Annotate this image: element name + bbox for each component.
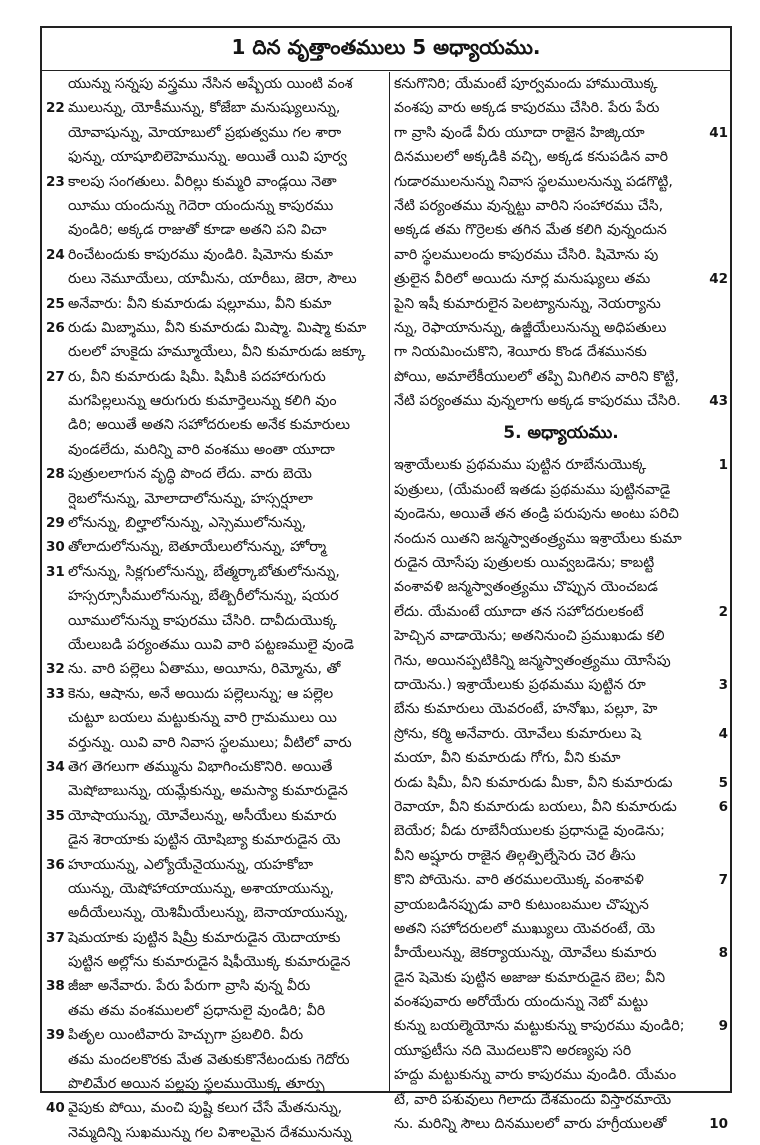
- text-line: [46, 511, 386, 535]
- bible-page: [40, 26, 732, 1141]
- verse-number: 37: [46, 929, 65, 946]
- line-text: లోనున్ను, బిల్హాలోనున్ను, ఎస్సెములోనున్ను,: [68, 515, 307, 532]
- line-text: వుండెను, అయితే తన తండ్రి పరుపును అంటు పరిచి: [394, 506, 679, 523]
- verse-number: 28: [46, 466, 65, 483]
- line-text: గా వ్రాసి వుండే వీరు యూదా రాజైన హిజ్కియా: [394, 124, 645, 141]
- text-line: [394, 795, 728, 819]
- line-text: వ్రాయబడినప్పుడు వారి కుటుంబముల చొప్పున: [394, 896, 649, 913]
- text-line: [46, 584, 386, 608]
- chapter-heading: 5. అధ్యాయము.: [503, 423, 619, 444]
- verse-number: 1: [718, 457, 728, 474]
- line-text: లోనున్ను, సిక్లగులోనున్ను, బేత్మర్కాబోతులోనున్ను,: [68, 563, 340, 580]
- verse-number: 6: [718, 798, 728, 815]
- text-line: [394, 292, 728, 316]
- line-text: గుడారములనున్ను నివాస స్థలములనున్ను పడగొట్టి,: [394, 173, 673, 190]
- verse-number: 30: [46, 539, 65, 556]
- text-line: [46, 121, 386, 145]
- line-text: తమ తమ వంశములలో ప్రధానులై వుండిరి; వీరి: [68, 1002, 326, 1019]
- line-text: యున్ను, యెషోహాయాయున్ను, అశాయాయున్ను,: [68, 880, 335, 897]
- verse-number: 24: [46, 246, 65, 263]
- text-line: [394, 624, 728, 648]
- line-text: యీము యందున్ను గెదెరా యందున్ను కాపురము: [68, 197, 334, 214]
- text-line: [394, 819, 728, 843]
- line-text: రుడు మిబ్శాము, వీని కుమారుడు మిష్మా. మిష్మా కుమా: [68, 319, 367, 336]
- line-text: కున్ను బయల్మెయోను మట్టుకున్ను కాపురము వుండిరి;: [394, 1018, 685, 1035]
- line-text: హెచ్చిన వాడాయెను; అతనినుంచి ప్రముఖుడు కలి: [394, 628, 665, 645]
- line-text: పుత్రులు, (యేమంటే ఇతడు ప్రథమము పుట్టినవాడై: [394, 481, 671, 498]
- text-line: [46, 1121, 386, 1145]
- text-line: [394, 575, 728, 599]
- line-text: వర్తున్ను. యివి వారి నివాస స్థలములు; వీటిలో వారు: [68, 734, 352, 751]
- text-line: [394, 1112, 728, 1136]
- line-text: దినములలో అక్కడికి వచ్చి, అక్కడ కనుపడిన వారి: [394, 149, 668, 166]
- line-text: పొలిమేర అయిన పల్లపు స్థలముయొక్క తూర్పు: [68, 1076, 325, 1093]
- text-line: [394, 316, 728, 340]
- text-line: [46, 413, 386, 437]
- line-text: వారి స్థలములందు కాపురము చేసిరి. షిమోను పు: [394, 246, 659, 263]
- line-text: మెషోబాబున్ను, యమ్లేకున్ను, అమస్యా కుమారుడైన: [68, 783, 348, 800]
- text-line: [394, 267, 728, 291]
- verse-number: 26: [46, 319, 65, 336]
- text-line: [394, 1039, 728, 1063]
- text-line: [46, 438, 386, 462]
- text-line: [394, 771, 728, 795]
- line-text: అక్కడ తమ గొర్రెలకు తగిన మేత కలిగి వున్నందున: [394, 222, 667, 239]
- text-line: [46, 365, 386, 389]
- line-text: యున్ను సన్నపు వస్త్రము నేసిన అష్బేయ యింటి వంశ: [68, 76, 353, 92]
- verse-number: 25: [46, 295, 65, 312]
- text-line: [46, 487, 386, 511]
- line-text: షెమయాకు పుట్టిన షిమ్రీ కుమారుడైన యెదాయాకు: [68, 929, 341, 946]
- line-text: ను. వారి పల్లెలు ఏతాము, అయీను, రిమ్మోను, తో: [68, 661, 341, 678]
- line-text: ర్షెబలోనున్ను, మోలాదాలోనున్ను, హస్సర్షూలా: [68, 490, 313, 507]
- line-text: యోషాయున్ను, యోవేలున్ను, అసీయేలు కుమారు: [68, 807, 337, 824]
- text-line: [394, 746, 728, 770]
- verse-number: 5: [718, 774, 728, 791]
- page-title: 1 దిన వృత్తాంతములు 5 అధ్యాయము.: [231, 34, 541, 59]
- line-text: రుడు షిమీ, వీని కుమారుడు మీకా, వీని కుమారుడు: [394, 774, 673, 791]
- line-text: వుండిరి; అక్కడ రాజుతో కూడా అతని పని విచా: [68, 222, 327, 239]
- text-line: [46, 292, 386, 316]
- text-line: [46, 804, 386, 828]
- text-line: [394, 990, 728, 1014]
- verse-number: 32: [46, 661, 65, 678]
- line-text: గెను, అయినప్పటికిన్ని జన్మస్వాతంత్ర్యము యోసేపు: [394, 652, 671, 669]
- text-line: [46, 633, 386, 657]
- line-text: నెమ్మదిన్ని సుఖమున్ను గల విశాలమైన దేశమునున్ను: [68, 1124, 352, 1141]
- verse-number: 35: [46, 807, 65, 824]
- verse-number: 23: [46, 173, 65, 190]
- verse-number: 8: [718, 945, 728, 962]
- line-text: మయా, వీని కుమారుడు గోగు, వీని కుమా: [394, 750, 621, 767]
- text-line: [46, 194, 386, 218]
- line-text: దాయెను.) ఇశ్రాయేలుకు ప్రథమము పుట్టిన రూ: [394, 676, 646, 693]
- text-line: [394, 502, 728, 526]
- text-line: [46, 731, 386, 755]
- line-text: పుత్రులలాగున వృద్ధి పొంద లేదు. వారు బెయె: [68, 466, 312, 483]
- line-text: లేదు. యేమంటే యూదా తన సహోదరులకంటే: [394, 603, 644, 620]
- line-text: యూఫ్రటీసు నది మొదలుకొని అరణ్యపు సరి: [394, 1042, 632, 1059]
- right-column: [394, 72, 728, 1133]
- line-text: మగపిల్లలున్ను ఆరుగురు కుమార్తెలున్ను కలిగి వుం: [68, 393, 337, 410]
- line-text: యోవాషున్ను, మోయాబులో ప్రభుత్వము గల శారా: [68, 124, 342, 141]
- text-line: [394, 673, 728, 697]
- text-line: [394, 194, 728, 218]
- verse-number: 7: [718, 872, 728, 889]
- text-line: [394, 966, 728, 990]
- line-text: డిరి; అయితే అతని సహోదరులకు అనేక కుమారులు: [68, 417, 351, 434]
- line-text: రులు నెమూయేలు, యామీను, యారీబు, జెరా, సౌలు: [68, 271, 357, 288]
- text-line: [46, 1096, 386, 1120]
- text-line: [394, 893, 728, 917]
- text-line: [46, 877, 386, 901]
- verse-number: 33: [46, 685, 65, 702]
- text-line: [394, 340, 728, 364]
- text-line: [394, 551, 728, 575]
- text-line: [394, 844, 728, 868]
- line-text: అనేవారు: వీని కుమారుడు షల్లూము, వీని కుమా: [68, 295, 332, 312]
- text-line: [46, 243, 386, 267]
- line-text: కొని పోయెను. వారి తరములయొక్క వంశావళి: [394, 872, 644, 889]
- left-column: [46, 72, 386, 1141]
- line-text: పైని ఇషీ కుమారులైన పెలట్యానున్ను, నెయర్యాను: [394, 295, 661, 312]
- text-line: [46, 145, 386, 169]
- verse-number: 29: [46, 515, 65, 532]
- line-text: రులలో హుకైదు హమ్మూయేలు, వీని కుమారుడు జక్కూ: [68, 344, 366, 361]
- text-line: [46, 657, 386, 681]
- text-line: [394, 917, 728, 941]
- verse-number: 2: [718, 603, 728, 620]
- line-text: ఇశ్రాయేలుకు ప్రథమము పుట్టిన రూబేనుయొక్క: [394, 457, 647, 474]
- text-line: [394, 941, 728, 965]
- text-line: [46, 974, 386, 998]
- text-line: [394, 478, 728, 502]
- text-line: [394, 1088, 728, 1112]
- verse-number: 36: [46, 856, 65, 873]
- text-line: [394, 1063, 728, 1087]
- text-line: [46, 609, 386, 633]
- verse-number: 39: [46, 1027, 65, 1044]
- text-line: [394, 868, 728, 892]
- verse-number: 3: [718, 676, 728, 693]
- line-text: కెను, ఆషాను, అనే అయిదు పల్లెలున్ను; ఆ పల్లెల: [68, 685, 334, 702]
- verse-number: 34: [46, 758, 65, 775]
- line-text: తెగ తెగలుగా తమ్మును విభాగించుకొనిరి. అయితే: [68, 758, 333, 775]
- text-line: [46, 560, 386, 584]
- text-line: [46, 755, 386, 779]
- line-text: వంశపువారు అరోయేరు యందున్ను నెబో మట్టు: [394, 994, 648, 1011]
- line-text: టే, వారి పశువులు గిలాదు దేశమందు విస్తారమాయె: [394, 1091, 672, 1108]
- text-line: [46, 535, 386, 559]
- text-line: [46, 779, 386, 803]
- text-line: [394, 243, 728, 267]
- verse-number: 10: [709, 1116, 728, 1133]
- verse-number: 4: [718, 725, 728, 742]
- line-text: పోయి, అమాలేకీయులలో తప్పి మిగిలిన వారిని కొట్టి,: [394, 368, 680, 385]
- text-line: [46, 389, 386, 413]
- right-bottom-text: [394, 453, 728, 1136]
- text-line: [46, 170, 386, 194]
- text-line: [394, 170, 728, 194]
- column-divider: [389, 72, 390, 1091]
- page-header: [42, 28, 730, 71]
- line-text: జీజా అనేవారు. పేరు పేరుగా వ్రాసి వున్న వీరు: [68, 978, 311, 995]
- text-line: [46, 828, 386, 852]
- text-line: [394, 72, 728, 96]
- text-line: [46, 462, 386, 486]
- text-line: [394, 527, 728, 551]
- line-text: అదీయేలున్ను, యెశిమీయేలున్ను, బెనాయాయున్ను,: [68, 905, 349, 922]
- text-line: [46, 96, 386, 120]
- verse-number: 38: [46, 978, 65, 995]
- text-line: [46, 901, 386, 925]
- line-text: కాలపు సంగతులు. వీరిల్లు కుమ్మరి వాండ్లయి నెతా: [68, 173, 337, 190]
- line-text: వైపుకు పోయి, మంచి పుష్టి కలుగ చేసే మేతనున్ను,: [68, 1100, 343, 1117]
- text-line: [46, 682, 386, 706]
- line-text: రుడైన యోసేపు పుత్రులకు యివ్వబడెను; కాబట్టి: [394, 555, 655, 572]
- line-text: నందున యితని జన్మస్వాతంత్ర్యము ఇశ్రాయేలు కుమా: [394, 530, 682, 547]
- text-line: [46, 926, 386, 950]
- text-line: [46, 1023, 386, 1047]
- line-text: అతని సహోదరులలో ముఖ్యులు యెవరంటే, యె: [394, 920, 656, 937]
- text-line: [394, 649, 728, 673]
- line-text: నేటి పర్యంతము వున్నట్టు వారిని సంహారము చేసి,: [394, 197, 664, 214]
- text-line: [46, 950, 386, 974]
- verse-number: 9: [718, 1018, 728, 1035]
- right-top-text: [394, 72, 728, 413]
- line-text: హస్సర్సూసీములోనున్ను, బేత్బిరీలోనున్ను, షయర: [68, 588, 339, 605]
- line-text: గా నియమించుకొని, శెయీరు కొండ దేశమునకు: [394, 344, 647, 361]
- text-line: [394, 121, 728, 145]
- text-line: [46, 1072, 386, 1096]
- line-text: వంశపు వారు అక్కడ కాపురము చేసిరి. పేరు పేరు: [394, 100, 660, 117]
- line-text: బేను కుమారులు యెవరంటే, హనోఖు, పల్లూ, హె: [394, 701, 658, 718]
- line-text: బెయేర; వీడు రూబేనీయులకు ప్రధానుడై వుండెను;: [394, 823, 665, 840]
- line-text: పుట్టిన అల్లోను కుమారుడైన షిఫీయొక్క కుమారుడైన: [68, 954, 351, 971]
- text-line: [46, 1048, 386, 1072]
- text-line: [394, 453, 728, 477]
- line-text: రెవాయా, వీని కుమారుడు బయలు, వీని కుమారుడు: [394, 798, 677, 815]
- line-text: త్రులైన వీరిలో అయిదు నూర్ల మనుష్యులు తమ: [394, 271, 651, 288]
- line-text: స్రోను, కర్మి అనేవారు. యోవేలు కుమారులు షె: [394, 725, 642, 742]
- text-line: [46, 218, 386, 242]
- text-line: [46, 72, 386, 96]
- text-line: [46, 999, 386, 1023]
- text-line: [46, 267, 386, 291]
- text-line: [394, 697, 728, 721]
- text-line: [394, 1014, 728, 1038]
- verse-number: 43: [709, 393, 728, 410]
- line-text: వీని అష్షూరు రాజైన తిల్గత్పిల్నేసెరు చెర తీసు: [394, 847, 636, 864]
- line-text: ను. మరిన్ని సౌలు దినములలో వారు హగ్రీయులతో: [394, 1116, 667, 1133]
- line-text: నేటి పర్యంతము వున్నలాగు అక్కడ కాపురము చేసిరి.: [394, 393, 681, 410]
- verse-number: 42: [709, 271, 728, 288]
- line-text: డైన షెమెకు పుట్టిన అజాజు కుమారుడైన బెల; వీని: [394, 969, 666, 986]
- line-text: తోలాదులోనున్ను, బెతూయేలులోనున్ను, హోర్మా: [68, 539, 327, 556]
- line-text: వుండలేదు, మరిన్ని వారి వంశము అంతా యూదా: [68, 441, 335, 458]
- verse-number: 27: [46, 368, 65, 385]
- line-text: డైన శెరాయాకు పుట్టిన యోషిబ్యా కుమారుడైన యె: [68, 832, 341, 849]
- line-text: హూయున్ను, ఎల్యోయేనైయున్ను, యహకోబా: [68, 856, 314, 873]
- text-line: [46, 316, 386, 340]
- text-line: [46, 706, 386, 730]
- text-line: [394, 365, 728, 389]
- verse-number: 31: [46, 563, 65, 580]
- text-line: [394, 600, 728, 624]
- line-text: తమ మందలకొరకు మేత వెతుకుకొనేటందుకు గెదోరు: [68, 1051, 350, 1068]
- verse-number: 40: [46, 1100, 65, 1117]
- line-text: చుట్టూ బయలు మట్టుకున్ను వారి గ్రామములు యి: [68, 710, 337, 727]
- text-line: [394, 96, 728, 120]
- text-line: [394, 389, 728, 413]
- verse-number: 41: [709, 124, 728, 141]
- line-text: ఫున్ను, యాషూబిలెహెమున్ను. అయితే యివి పూర్వ: [68, 149, 348, 166]
- text-line: [46, 340, 386, 364]
- verse-number: 22: [46, 100, 65, 117]
- line-text: యేలుబడి పర్యంతము యివి వారి పట్టణములై వుండె: [68, 636, 354, 653]
- line-text: హీయేలున్ను, జెకర్యాయున్ను, యోవేలు కుమారు: [394, 945, 657, 962]
- line-text: ములున్ను, యోకీమున్ను, కోజేబా మనుష్యులున్ను,: [68, 100, 341, 117]
- line-text: కనుగొనిరి; యేమంటే పూర్వమందు హాముయొక్క: [394, 76, 658, 92]
- line-text: రు, వీని కుమారుడు షిమీ. షిమీకి పదహారుగురు: [68, 368, 326, 385]
- text-line: [394, 722, 728, 746]
- text-line: [394, 145, 728, 169]
- text-line: [394, 218, 728, 242]
- line-text: వంశావళి జన్మస్వాతంత్ర్యము చొప్పున యెంచబడ: [394, 579, 658, 596]
- line-text: యీములోనున్ను కాపురము చేసిరి. దావీదుయొక్క: [68, 612, 337, 629]
- line-text: హద్దు మట్టుకున్ను వారు కాపురము వుండిరి. యేమం: [394, 1067, 677, 1084]
- text-line: [46, 853, 386, 877]
- line-text: న్ను, రెఫాయానున్ను, ఉజ్జీయేలునున్ను అధిపతులు: [394, 319, 667, 336]
- line-text: పితృల యింటివారు హెచ్చుగా ప్రబలిరి. వీరు: [68, 1027, 304, 1044]
- line-text: రించేటందుకు కాపురము వుండిరి. షిమోను కుమా: [68, 246, 333, 263]
